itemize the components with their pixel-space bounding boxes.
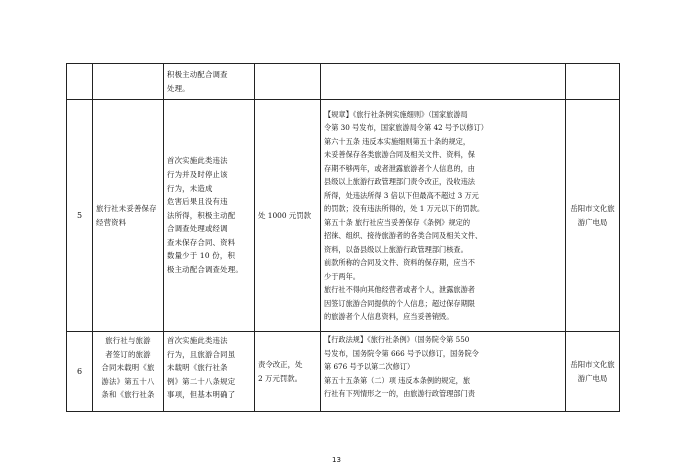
authority-cell: [566, 332, 620, 412]
item-cell: [93, 332, 164, 412]
basis-cell: [321, 332, 566, 412]
penalty-cell: [255, 332, 321, 412]
penalty-text: 责令改正，处 2 万元罚款。: [258, 359, 303, 383]
table-row: [67, 100, 620, 332]
empty-cell: [93, 64, 164, 100]
penalty-cell: [255, 100, 321, 332]
empty-cell: [255, 64, 321, 100]
row-number: 5: [76, 211, 83, 220]
table-row: [67, 332, 620, 412]
table-row-continuation: [67, 64, 620, 100]
item-text: 旅行社与旅游 者签订的旅游 合同未载明《旅 游法》第五十八 条和《旅行社条: [101, 336, 155, 400]
item-text: 旅行社未妥善保存经营资料: [96, 203, 157, 227]
condition-cell: [164, 100, 255, 332]
condition-cell: [164, 64, 255, 100]
condition-text: 积极主动配合调查 处理。: [167, 69, 228, 93]
condition-text: 首次实施此类违法 行为，且旅游合同虽 未载明《旅行社条 例》第二十八条规定 事项，但基本明确了: [167, 336, 236, 400]
row-number-cell: [67, 332, 93, 412]
page-number: 13: [332, 456, 341, 464]
authority-text: 岳阳市文化旅 游广电局: [570, 203, 615, 227]
basis-text: 【规章】《旅行社条例实施细则》（国家旅游局 令第 30 号发布，国家旅游局令第 42 号予以修订） 第六十五条 违反本实施细则第五十条的规定， 未妥善保存各类旅游合同及相关文件、资料，保 存期不够两年，或者泄露旅游者个人信息的，由 县级以上旅游行政管理部门责令改正，没收违法 所得，处违法所得 3 倍以下但最高不超过 3 万元 的罚款；没有违法所得的，处 1 万元以下的罚款。 第五十条 旅行社应当妥善保存《条例》规定的 招徕、组织、接待旅游者的各类合同及相关文件、 资料，以备县级以上旅游行政管理部门核查。 前款所称的合同及文件、资料的保存期，应当不 少于两年。 旅行社不得向其他经营者或者个人，泄露旅游者 因签订旅游合同提供的个人信息；超过保存期限 的旅游者个人信息资料，应当妥善销毁。: [324, 109, 488, 321]
basis-text: 【行政法规】《旅行社条例》（国务院令第 550 号发布，国务院令第 666 号予以修订，国务院令 第 676 号予以第二次修订） 第五十五条第（二）项 违反本条例的规定，旅 行社有下列情形之一的，由旅游行政管理部门责: [324, 335, 479, 398]
empty-cell: [566, 64, 620, 100]
row-number: 6: [76, 367, 83, 376]
condition-text: 首次实施此类违法 行为并及时停止该 行为，未造成 危害后果且没有违 法所得，积极主动配 合调查处理或经调 查未保存合同、资料 数量少于 10 份，积 极主动配合调查处理。: [167, 156, 243, 275]
basis-cell: [321, 100, 566, 332]
regulation-table: [66, 63, 620, 412]
condition-cell: [164, 332, 255, 412]
empty-cell: [321, 64, 566, 100]
penalty-text: 处 1000 元罚款: [258, 210, 312, 220]
item-cell: [93, 100, 164, 332]
authority-cell: [566, 100, 620, 332]
authority-text: 岳阳市文化旅 游广电局: [570, 359, 615, 383]
row-number-cell: [67, 100, 93, 332]
empty-cell: [67, 64, 93, 100]
